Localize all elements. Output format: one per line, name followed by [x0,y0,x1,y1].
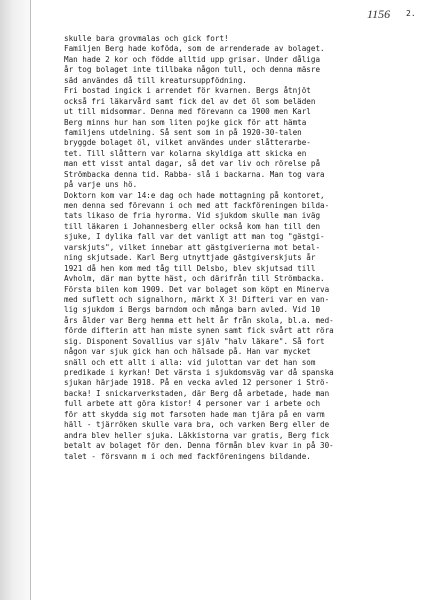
text-line: familjens utdelning. Så sent som in på 1920-30-talen [64,127,302,137]
text-line: för att skydda sig mot farsoten hade man tjära på en varm [64,409,325,419]
text-line: snäll och ett allt i alla: vid julottan var det han som [64,357,316,367]
text-line: 1921 då hen kom med tåg till Delsbo, blev skjutsad till [64,263,316,273]
text-line: ning skjutsade. Karl Berg utnyttjade gästgiverskjuts år [64,253,316,263]
text-line: predikade i kyrkan! Det värsta i sjukdomsväg var då spanska [64,368,334,377]
text-line: förde difterin att han miste synen samt fick svårt att röra [64,326,334,336]
text-line: Berg minns hur han som liten pojke gick för att hämta [64,117,307,127]
text-line: tet. Till slåttern var kolarna skyldiga att skicka en [64,148,307,158]
text-line: säd användes då till kreatursuppfödning. [64,75,247,85]
text-line: också fri läkarvård samt fick del av det öl som beläden [64,96,316,106]
text-line: Familjen Berg hade koföda, som de arrenderade av bolaget. [64,44,325,54]
text-line: tats likaso de fria hyrorma. Vid sjukdom skulle man iväg [64,211,321,221]
text-line: Man hade 2 kor och födde alltid upp grisar. Under dåliga [64,54,321,64]
text-line: Fri bostad ingick i arrendet för kvarnen. Bergs åtnjöt [64,86,311,96]
text-line: varskjuts", vilket innebar att gästgiverierna mot betal- [64,242,321,252]
text-line: bryggde bolaget öl, vilket användes under slåtterarbe- [64,138,311,148]
text-line: ut till midsommar. Denna med förevann ca 1900 men Karl [64,107,311,117]
page-number: 2. [406,9,416,18]
text-line: Avholm, där man bytte häst, och därifrån till Strömbacka. [64,274,325,284]
archive-number: 1156 [367,7,391,21]
text-line: backa! I snickarverkstaden, där Berg då arbetade, hade man [64,388,330,398]
page-binding-edge [0,0,31,600]
text-line: skulle bara grovmalas och gick fort! [64,34,229,43]
text-line: års ålder var Berg hemma ett helt år från skola, bl.a. med- [64,315,334,325]
text-line: full arbete att göra kistor! 4 personer var i arbete och [64,399,321,409]
document-body [64,34,424,462]
text-line: talet - försvann m i och med fackföreningens bildande. [64,451,311,461]
text-line: på varje uns hö. [64,180,138,190]
text-line: betalt av bolaget för den. Denna förmån blev kvar in på 30- [64,441,334,451]
text-line: men denna sed förevann i och med att fackföreningen bilda- [64,201,330,210]
text-line: andra blev heller sjuka. Läkkistorna var gratis, Berg fick [64,430,330,440]
text-line: Doktorn kom var 14:e dag och hade mottagning på kontoret, [64,190,325,200]
text-line: med suflett och signalhorn, märkt X 3! Difteri var en van- [64,294,330,304]
text-line: Strömbacka denna tid. Rabba- slå i backarna. Man tog vara [64,169,325,179]
text-line: år tog bolaget inte tillbaka någon tull, och denna mäsre [64,65,321,75]
text-line: någon var sjuk gick han och hälsade på. Han var mycket [64,347,311,357]
text-line: sjuke, I dylika fall var det vanligt att man tog "gästgi- [64,232,325,242]
text-line: man ett visst antal dagar, så det var liv och rörelse på [64,159,321,169]
text-line: sig. Disponent Sovallius var själv "halv läkare". Så fort [64,336,325,346]
text-line: lig sjukdom i Bergs barndom och många barn avled. Vid 10 [64,305,321,315]
text-line: häll - tjärröken skulle vara bra, och varken Berg eller de [64,420,330,430]
text-line: sjukan härjade 1918. På en vecka avled 12 personer i Strö- [64,378,330,388]
text-line: Första bilen kom 1909. Det var bolaget som köpt en Minerva [64,284,330,294]
text-line: till läkaren i Johannesberg eller också kom han till den [64,221,321,231]
